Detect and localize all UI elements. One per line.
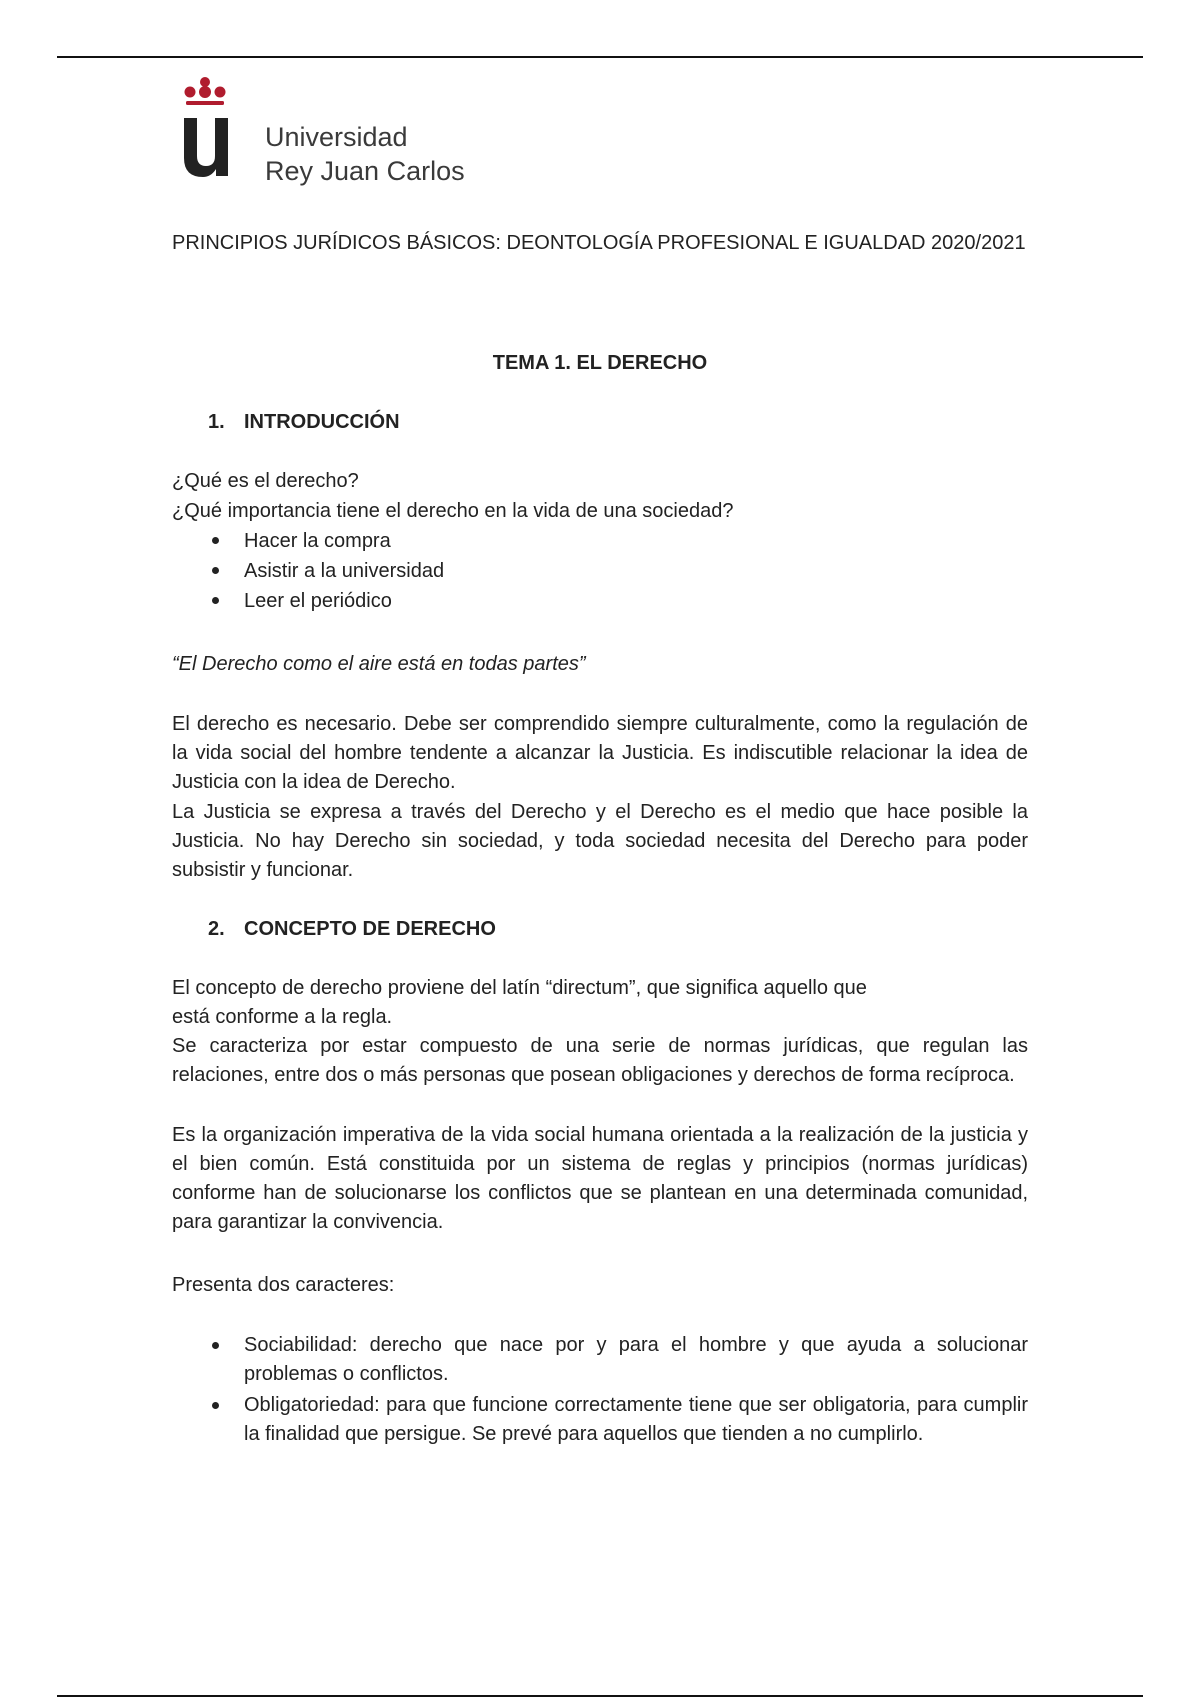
caracteres-intro: Presenta dos caracteres: (172, 1274, 395, 1296)
question-2: ¿Qué importancia tiene el derecho en la vida de una sociedad? (172, 500, 734, 522)
list-item: Hacer la compra (172, 526, 1032, 556)
urjc-emblem-icon (172, 70, 252, 190)
list-item: Obligatoriedad: para que funcione correctamente tiene que ser obligatoria, para cumplir la finalidad que persigue. Se prevé para aquellos que tienden a no cumplirlo. (172, 1391, 1028, 1449)
section-1-paragraph-1: El derecho es necesario. Debe ser comprendido siempre culturalmente, como la regulación de la vida social del hombre tendente a alcanzar la Justicia. Es indiscutible relacionar la idea de Justicia con la idea de Derecho. (172, 713, 1028, 793)
section-1-paragraph-2: La Justicia se expresa a través del Derecho y el Derecho es el medio que hace posible la Justicia. No hay Derecho sin sociedad, y toda sociedad necesita del Derecho para poder subsistir y funcionar. (172, 801, 1028, 881)
list-item: Leer el periódico (172, 586, 1032, 616)
section-2-paragraph-1 (172, 974, 1028, 1032)
intro-questions (172, 466, 1032, 616)
section-1-heading (208, 408, 400, 436)
course-title: PRINCIPIOS JURÍDICOS BÁSICOS: DEONTOLOGÍA PROFESIONAL E IGUALDAD 2020/2021 (172, 232, 1026, 254)
section-2-title: CONCEPTO DE DERECHO (244, 918, 496, 940)
section-2-paragraph-3: Es la organización imperativa de la vida social humana orientada a la realización de la justicia y el bien común. Está constituida por un sistema de reglas y principios (normas jurídicas) conforme han de solucionarse los conflictos que se plantean en una determinada comunidad, para garantizar la convivencia. (172, 1124, 1028, 1233)
section-2-paragraph-1-line-a: El concepto de derecho proviene del latín “directum”, que significa aquello que (172, 977, 867, 999)
section-2-number: 2. (208, 918, 225, 940)
section-2-heading (208, 915, 496, 943)
section-1-title: INTRODUCCIÓN (244, 411, 400, 433)
bottom-rule (57, 1695, 1143, 1697)
section-2-paragraph-2: Se caracteriza por estar compuesto de una serie de normas jurídicas, que regulan las relaciones, entre dos o más personas que posean obligaciones y derechos de forma recíproca. (172, 1035, 1028, 1086)
question-1: ¿Qué es el derecho? (172, 470, 359, 492)
page-title: TEMA 1. EL DERECHO (492, 352, 708, 374)
top-rule (57, 56, 1143, 58)
university-name (265, 120, 465, 188)
logo-line-1: Universidad (265, 122, 408, 152)
list-item: Sociabilidad: derecho que nace por y para el hombre y que ayuda a solucionar problemas o conflictos. (172, 1331, 1028, 1389)
section-2-paragraph-1-line-b: está conforme a la regla. (172, 1006, 393, 1028)
quote: “El Derecho como el aire está en todas partes” (172, 653, 586, 675)
caracteres-list-wrapper (172, 1331, 1028, 1451)
section-1-number: 1. (208, 411, 225, 433)
caracteres-list (172, 1331, 1028, 1449)
logo-line-2: Rey Juan Carlos (265, 156, 465, 186)
examples-list (172, 526, 1032, 616)
list-item: Asistir a la universidad (172, 556, 1032, 586)
